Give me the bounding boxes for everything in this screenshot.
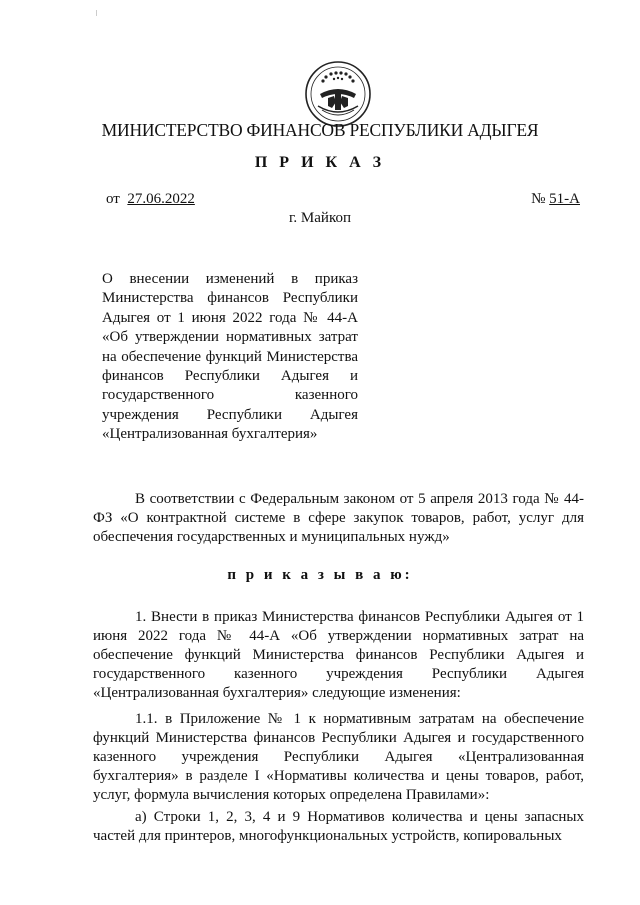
document-city: г. Майкоп — [288, 210, 352, 226]
ministry-name: МИНИСТЕРСТВО ФИНАНСОВ РЕСПУБЛИКИ АДЫГЕЯ — [101, 120, 539, 140]
order-subject: О внесении изменений в приказ Министерства финансов Республики Адыгея от 1 июня 2022 года № 44-А «Об утверждении нормативных затрат на обеспечение функций Министерства финансов Республики Адыгея и государственного казенного учреждения Республики Адыгея «Централизованная бухгалтерия» — [102, 271, 358, 443]
document-number — [531, 191, 580, 208]
preamble-paragraph: В соответствии с Федеральным законом от 5 апреля 2013 года № 44-ФЗ «О контрактной системе в сфере закупок товаров, работ, услуг для обеспечения государственных и муниципальных нужд» — [93, 491, 584, 545]
item-1-paragraph: 1. Внести в приказ Министерства финансов Республики Адыгея от 1 июня 2022 года № 44-А «Об утверждении нормативных затрат на обеспечение функций Министерства финансов Республики Адыгея и государственного казенного учреждения Республики Адыгея «Централизованная бухгалтерия» следующие изменения: — [93, 609, 584, 701]
item-1-1-paragraph: 1.1. в Приложение № 1 к нормативным затратам на обеспечение функций Министерства финансов Республики Адыгея и государственного казенного учреждения Республики Адыгея «Централизованная бухгалтерия» в разделе I «Нормативы количества и цены товаров, работ, услуг, формула вычисления которых определена Правилами»: — [93, 711, 584, 803]
item-a-paragraph: а) Строки 1, 2, 3, 4 и 9 Нормативов количества и цены запасных частей для принтеров, многофункциональных устройств, копировальных — [93, 809, 584, 844]
document-type-title: П Р И К А З — [254, 154, 386, 171]
scan-mark — [96, 10, 97, 16]
document-date — [106, 191, 195, 208]
date-prefix: от — [106, 191, 120, 207]
number-prefix: № — [531, 191, 546, 207]
date-value: 27.06.2022 — [127, 191, 195, 207]
coat-of-arms-emblem — [304, 60, 372, 128]
order-keyword: п р и к а з ы в а ю: — [227, 567, 413, 583]
number-value: 51-А — [549, 191, 580, 207]
